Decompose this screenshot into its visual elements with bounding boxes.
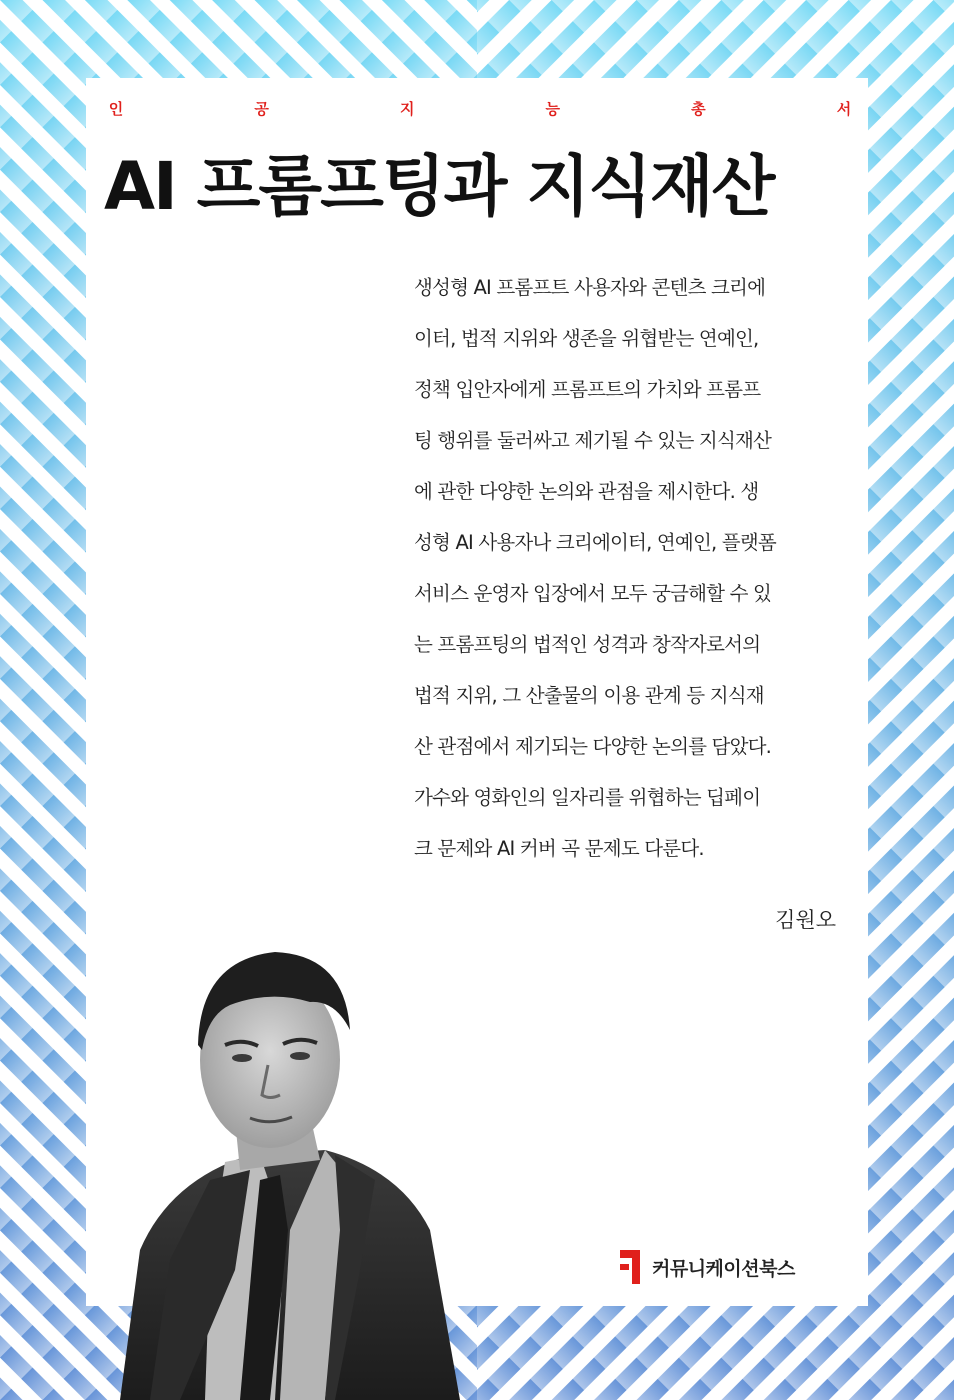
publisher-logo xyxy=(620,1250,795,1284)
series-char: 총 xyxy=(691,100,706,118)
description-line: 크 문제와 AI 커버 곡 문제도 다룬다. xyxy=(414,837,704,860)
description-line: 서비스 운영자 입장에서 모두 궁금해할 수 있 xyxy=(414,582,772,605)
description-line: 정책 입안자에게 프롬프트의 가치와 프롬프 xyxy=(414,378,761,401)
description-line: 성형 AI 사용자나 크리에이터, 연예인, 플랫폼 xyxy=(414,531,776,554)
book-description xyxy=(414,262,844,874)
description-line: 팅 행위를 둘러싸고 제기될 수 있는 지식재산 xyxy=(414,429,772,452)
description-line: 이터, 법적 지위와 생존을 위협받는 연예인, xyxy=(414,327,759,350)
publisher-logo-icon xyxy=(620,1250,640,1284)
description-line: 생성형 AI 프롬프트 사용자와 콘텐츠 크리에 xyxy=(414,276,766,299)
series-char: 서 xyxy=(836,100,852,118)
description-line: 는 프롬프팅의 법적인 성격과 창작자로서의 xyxy=(414,633,761,656)
book-title: AI 프롬프팅과 지식재산 xyxy=(104,148,774,225)
series-char: 능 xyxy=(545,100,561,118)
description-line: 산 관점에서 제기되는 다양한 논의를 담았다. xyxy=(414,735,772,758)
series-label xyxy=(106,98,854,119)
description-line: 가수와 영화인의 일자리를 위협하는 딥페이 xyxy=(414,786,761,809)
description-line: 에 관한 다양한 논의와 관점을 제시한다. 생 xyxy=(414,480,759,503)
series-char: 공 xyxy=(254,100,269,118)
series-char: 인 xyxy=(108,100,124,118)
description-line: 법적 지위, 그 산출물의 이용 관계 등 지식재 xyxy=(414,684,764,707)
author-portrait-photo xyxy=(110,930,470,1400)
author-name: 김원오 xyxy=(775,908,836,932)
series-char: 지 xyxy=(399,100,415,118)
publisher-name: 커뮤니케이션북스 xyxy=(652,1257,795,1280)
